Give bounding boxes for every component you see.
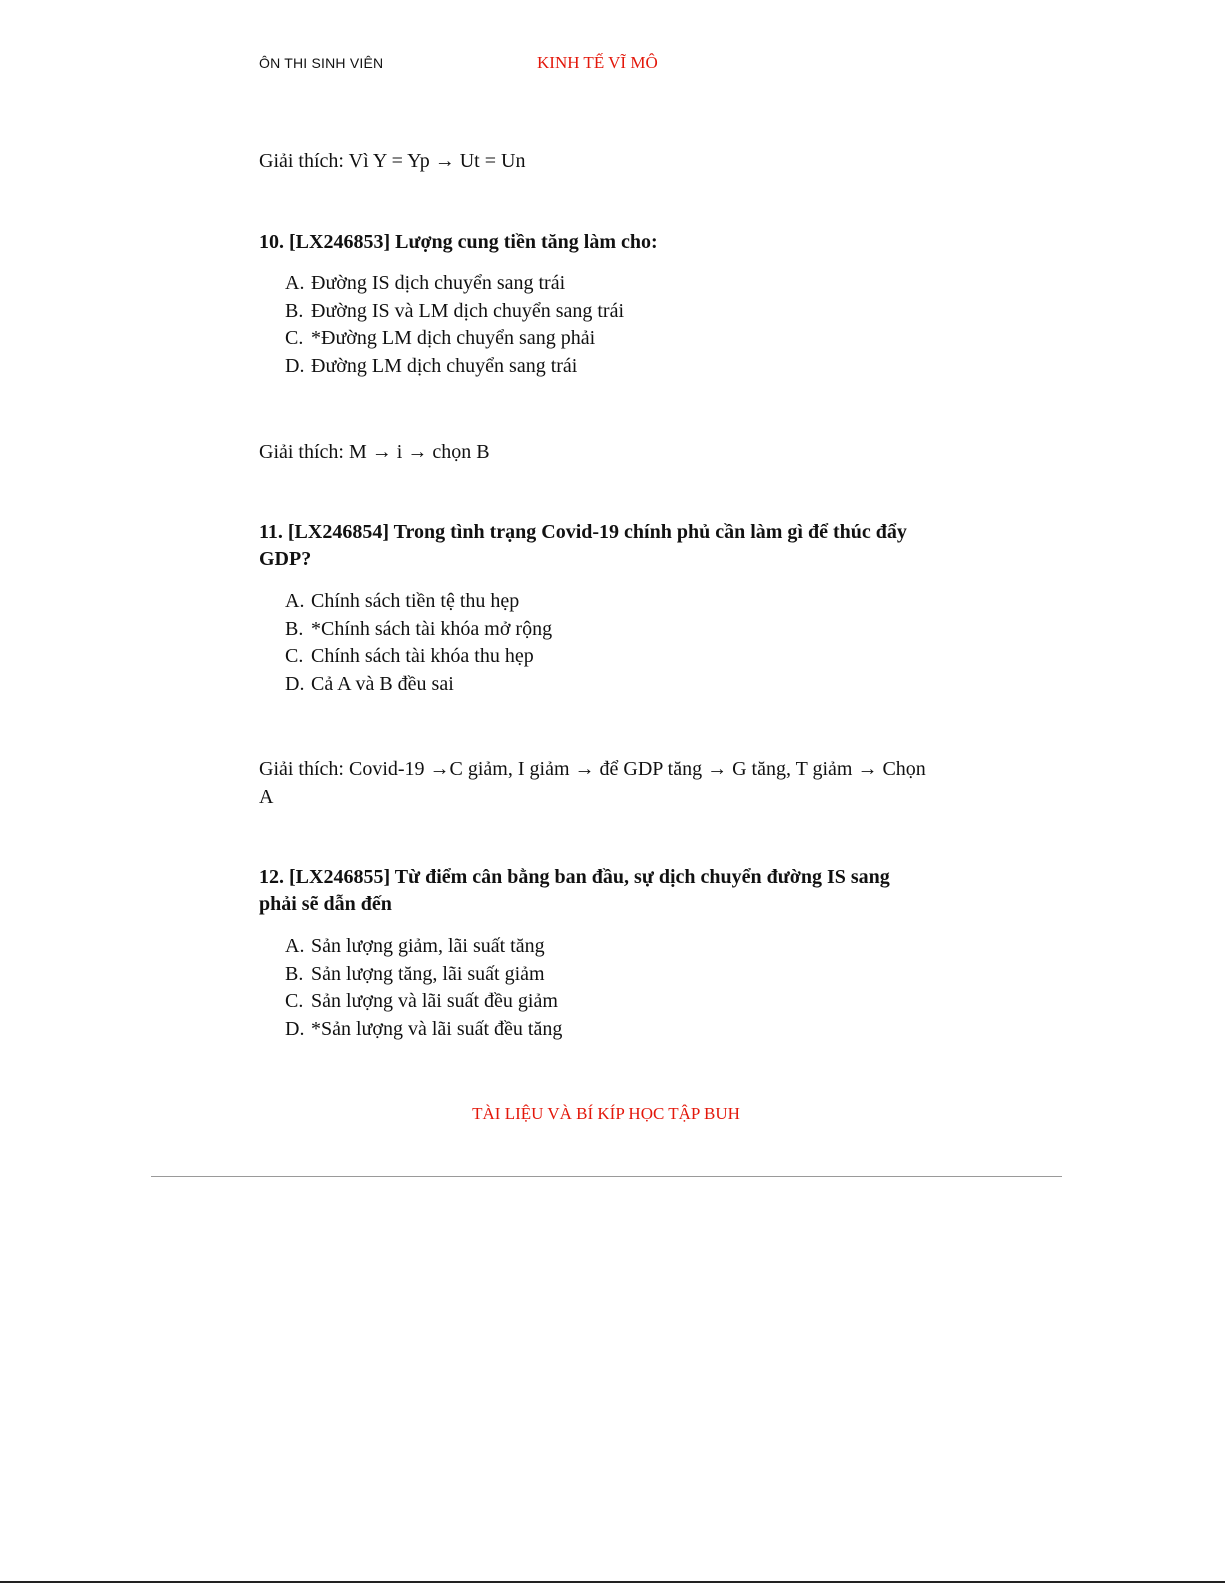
option-d xyxy=(259,1016,959,1044)
option-letter: B. xyxy=(285,962,304,985)
header-subject-title: KINH TẾ VĨ MÔ xyxy=(537,53,658,72)
explanation-q11-line2: A xyxy=(259,786,274,808)
option-b xyxy=(259,961,959,989)
option-text: Cả A và B đều sai xyxy=(311,672,454,695)
option-text: Đường LM dịch chuyển sang trái xyxy=(311,354,578,377)
option-c xyxy=(259,988,959,1016)
question-11-title-line2: GDP? xyxy=(259,548,312,570)
option-letter: A. xyxy=(285,272,305,294)
header-left-title: ÔN THI SINH VIÊN xyxy=(259,55,384,71)
page-divider xyxy=(151,1176,1062,1177)
explanation-q9: Giải thích: Vì Y = Yp → Ut = Un xyxy=(259,150,526,172)
page-bottom-edge xyxy=(0,1581,1225,1583)
question-12-title-line2: phải sẽ dẫn đến xyxy=(259,893,392,915)
question-11-options xyxy=(259,588,959,698)
question-12-title-line1: 12. [LX246855] Từ điểm cân bằng ban đầu, sự dịch chuyển đường IS sang xyxy=(259,866,890,888)
option-text: Đường IS dịch chuyển sang trái xyxy=(311,272,566,294)
option-text: Sản lượng và lãi suất đều giảm xyxy=(311,990,558,1012)
option-d xyxy=(259,671,959,699)
option-letter: A. xyxy=(285,935,305,957)
option-b xyxy=(259,298,959,326)
question-12-title xyxy=(259,864,959,918)
option-letter: C. xyxy=(285,990,304,1012)
option-text: Sản lượng tăng, lãi suất giảm xyxy=(311,962,545,985)
page-footer: TÀI LIỆU VÀ BÍ KÍP HỌC TẬP BUH xyxy=(472,1104,740,1123)
explanation-q11 xyxy=(259,755,959,811)
option-text: Sản lượng giảm, lãi suất tăng xyxy=(311,935,545,957)
option-text: *Sản lượng và lãi suất đều tăng xyxy=(311,1017,563,1040)
option-c xyxy=(259,643,959,671)
option-b xyxy=(259,616,959,644)
option-letter: C. xyxy=(285,327,304,349)
option-letter: C. xyxy=(285,645,304,667)
option-letter: A. xyxy=(285,590,305,612)
option-d xyxy=(259,353,959,381)
question-10-title: 10. [LX246853] Lượng cung tiền tăng làm cho: xyxy=(259,231,658,253)
option-text: *Chính sách tài khóa mở rộng xyxy=(311,617,553,640)
option-a xyxy=(259,270,959,298)
option-text: Chính sách tiền tệ thu hẹp xyxy=(311,590,520,612)
option-a xyxy=(259,933,959,961)
option-letter: B. xyxy=(285,299,304,322)
option-text: Chính sách tài khóa thu hẹp xyxy=(311,645,534,667)
question-11-title-line1: 11. [LX246854] Trong tình trạng Covid-19 chính phủ cần làm gì để thúc đẩy xyxy=(259,521,907,543)
option-text: Đường IS và LM dịch chuyển sang trái xyxy=(311,299,625,322)
question-10-options xyxy=(259,270,959,380)
option-text: *Đường LM dịch chuyển sang phải xyxy=(311,327,596,349)
option-letter: B. xyxy=(285,617,304,640)
explanation-q10: Giải thích: M → i → chọn B xyxy=(259,441,490,463)
option-letter: D. xyxy=(285,354,305,377)
option-c xyxy=(259,325,959,353)
question-11-title xyxy=(259,519,959,573)
option-letter: D. xyxy=(285,1017,305,1040)
explanation-q11-line1: Giải thích: Covid-19 →C giảm, I giảm → để GDP tăng → G tăng, T giảm → Chọn xyxy=(259,758,926,780)
question-12-options xyxy=(259,933,959,1043)
option-letter: D. xyxy=(285,672,305,695)
option-a xyxy=(259,588,959,616)
